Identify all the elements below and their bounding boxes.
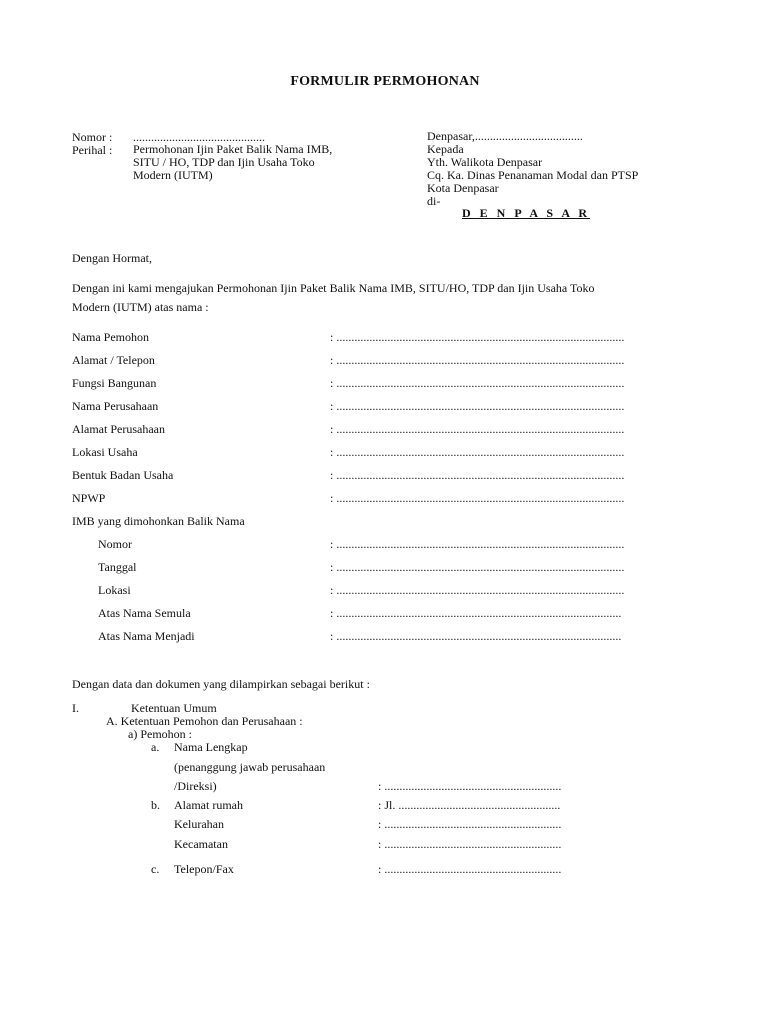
field-fill[interactable]: : ................................................................................................	[330, 330, 625, 344]
item-a-note-1: (penanggung jawab perusahaan	[174, 760, 326, 774]
field-fill[interactable]: : ................................................................................................	[330, 376, 625, 390]
field-fill[interactable]: : ................................................................................................	[330, 445, 625, 459]
form-title: FORMULIR PERMOHONAN	[290, 74, 480, 89]
field-label: Lokasi Usaha	[72, 445, 138, 459]
item-a-marker: a.	[151, 740, 160, 754]
section-i-number: I.	[72, 701, 79, 715]
imb-field-label: Tanggal	[98, 560, 137, 574]
place-date: Denpasar,....................................	[427, 129, 583, 143]
section-a-heading: A. Ketentuan Pemohon dan Perusahaan :	[106, 714, 303, 728]
item-a-label: Nama Lengkap	[174, 740, 248, 754]
section-a-sub-heading: a) Pemohon :	[128, 727, 192, 741]
field-label: Nama Pemohon	[72, 330, 149, 344]
intro-line-2: Modern (IUTM) atas nama :	[72, 300, 209, 314]
imb-heading: IMB yang dimohonkan Balik Nama	[72, 514, 245, 528]
field-fill[interactable]: : ................................................................................................	[330, 468, 625, 482]
imb-field-label: Atas Nama Menjadi	[98, 629, 195, 643]
perihal-line-1: Permohonan Ijin Paket Balik Nama IMB,	[133, 142, 333, 156]
item-a-note-2: /Direksi)	[174, 779, 217, 793]
kelurahan-label: Kelurahan	[174, 817, 224, 831]
field-fill[interactable]: : ................................................................................................	[330, 422, 625, 436]
field-label: Fungsi Bangunan	[72, 376, 157, 390]
field-fill[interactable]: : ................................................................................................	[330, 399, 625, 413]
imb-field-fill[interactable]: : ...............................................................................................	[330, 629, 622, 643]
field-label: Nama Perusahaan	[72, 399, 159, 413]
imb-field-fill[interactable]: : ................................................................................................	[330, 560, 625, 574]
item-a-fill[interactable]: : ...........................................................	[378, 779, 562, 793]
attachments-intro: Dengan data dan dokumen yang dilampirkan sebagai berikut :	[72, 677, 370, 691]
intro-line-1: Dengan ini kami mengajukan Permohonan Ijin Paket Balik Nama IMB, SITU/HO, TDP dan Ijin Usaha Toko	[72, 281, 595, 295]
recipient-cq: Cq. Ka. Dinas Penanaman Modal dan PTSP	[427, 168, 639, 182]
section-i-title: Ketentuan Umum	[131, 701, 217, 715]
imb-field-label: Nomor	[98, 537, 132, 551]
field-fill[interactable]: : ................................................................................................	[330, 491, 625, 505]
imb-field-fill[interactable]: : ................................................................................................	[330, 583, 625, 597]
kecamatan-fill[interactable]: : ...........................................................	[378, 837, 562, 851]
nomor-value: ............................................	[133, 130, 265, 144]
recipient-yth: Yth. Walikota Denpasar	[427, 155, 543, 169]
item-b-marker: b.	[151, 798, 160, 812]
recipient-di: di-	[427, 194, 441, 208]
item-c-marker: c.	[151, 862, 160, 876]
nomor-label: Nomor :	[72, 130, 113, 144]
perihal-line-2: SITU / HO, TDP dan Ijin Usaha Toko	[133, 155, 315, 169]
field-label: NPWP	[72, 491, 106, 505]
kecamatan-label: Kecamatan	[174, 837, 228, 851]
recipient-kota: Kota Denpasar	[427, 181, 499, 195]
item-b-fill[interactable]: : Jl. ......................................................	[378, 798, 561, 812]
kelurahan-fill[interactable]: : ...........................................................	[378, 817, 562, 831]
perihal-line-3: Modern (IUTM)	[133, 168, 213, 182]
imb-field-label: Lokasi	[98, 583, 131, 597]
imb-field-fill[interactable]: : ...............................................................................................	[330, 606, 622, 620]
field-label: Alamat Perusahaan	[72, 422, 165, 436]
field-label: Alamat / Telepon	[72, 353, 155, 367]
imb-field-fill[interactable]: : ................................................................................................	[330, 537, 625, 551]
item-c-fill[interactable]: : ...........................................................	[378, 862, 562, 876]
kepada: Kepada	[427, 142, 464, 156]
recipient-city: D E N P A S A R	[462, 206, 591, 220]
field-label: Bentuk Badan Usaha	[72, 468, 174, 482]
greeting: Dengan Hormat,	[72, 251, 152, 265]
perihal-label: Perihal :	[72, 143, 113, 157]
item-b-label: Alamat rumah	[174, 798, 243, 812]
item-c-label: Telepon/Fax	[174, 862, 234, 876]
imb-field-label: Atas Nama Semula	[98, 606, 191, 620]
field-fill[interactable]: : ................................................................................................	[330, 353, 625, 367]
